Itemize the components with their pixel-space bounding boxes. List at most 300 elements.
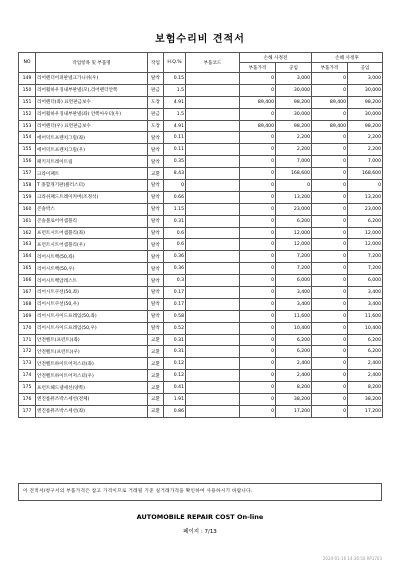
page-number: 페이지 : 7/13 [183, 529, 217, 535]
row-item: 에어덕트프렌치그릴(우) [36, 144, 148, 156]
row-hqs: 0.31 [164, 346, 186, 358]
row-no: 161 [19, 215, 36, 227]
header-after-labor: 공임 [348, 63, 383, 73]
table-row [19, 251, 383, 263]
row-before-part-price: 0 [240, 358, 276, 370]
header-hqs: H.Q.% [164, 53, 186, 73]
row-part-code [186, 382, 240, 394]
row-after-labor: 23,000 [348, 203, 383, 215]
row-no: 153 [19, 120, 36, 132]
document-title: 보험수리비 견적서 [155, 34, 245, 45]
row-no: 171 [19, 334, 36, 346]
row-after-part-price: 0 [312, 358, 348, 370]
header-before-labor: 공임 [276, 63, 312, 73]
row-hqs: 1.5 [164, 84, 186, 96]
row-hqs: 0.66 [164, 191, 186, 203]
row-hqs: 0.36 [164, 263, 186, 275]
row-before-labor: 98,200 [276, 96, 312, 108]
row-no: 154 [19, 132, 36, 144]
row-hqs: 0.6 [164, 239, 186, 251]
row-work: 탈착 [148, 263, 164, 275]
row-work: 탈착 [148, 215, 164, 227]
row-part-code [186, 120, 240, 132]
table-row [19, 144, 383, 156]
row-work: 탈착 [148, 156, 164, 168]
row-item: T 종합개기판(클러스터) [36, 180, 148, 192]
row-item: 안전벨트하이트어저스터(좌) [36, 358, 148, 370]
row-hqs: 4.91 [164, 96, 186, 108]
row-part-code [186, 405, 240, 417]
row-work: 탈착 [148, 322, 164, 334]
row-before-part-price: 89,400 [240, 96, 276, 108]
header-after-assessment: 손해 사정후 [312, 53, 383, 63]
row-after-part-price: 0 [312, 251, 348, 263]
row-before-labor: 6,000 [276, 275, 312, 287]
row-hqs: 0.11 [164, 144, 186, 156]
row-before-part-price: 0 [240, 156, 276, 168]
row-before-part-price: 0 [240, 405, 276, 417]
row-before-labor: 17,200 [276, 405, 312, 417]
table-row [19, 168, 383, 180]
row-after-labor: 38,200 [348, 394, 383, 406]
row-work: 교환 [148, 346, 164, 358]
row-before-part-price: 0 [240, 394, 276, 406]
row-part-code [186, 180, 240, 192]
row-part-code [186, 251, 240, 263]
row-work: 교환 [148, 334, 164, 346]
row-item: 안전벨트(프런트)(좌) [36, 334, 148, 346]
table-row [19, 215, 383, 227]
row-work: 교환 [148, 394, 164, 406]
row-after-part-price: 0 [312, 156, 348, 168]
row-part-code [186, 168, 240, 180]
row-before-part-price: 0 [240, 73, 276, 85]
row-after-labor: 3,400 [348, 287, 383, 299]
header-before-part-price: 부품가격 [240, 63, 276, 73]
row-part-code [186, 334, 240, 346]
table-row [19, 84, 383, 96]
row-work: 교환 [148, 370, 164, 382]
row-no: 155 [19, 144, 36, 156]
row-before-part-price: 0 [240, 180, 276, 192]
row-part-code [186, 263, 240, 275]
row-after-labor: 0 [348, 180, 383, 192]
row-item: 엔진룸퓨즈박스세선(좌) [36, 405, 148, 417]
row-after-labor: 3,400 [348, 298, 383, 310]
row-item: 패키지트레이트림 [36, 156, 148, 168]
row-after-part-price: 0 [312, 346, 348, 358]
table-row [19, 334, 383, 346]
row-work: 탈착 [148, 298, 164, 310]
row-hqs: 0.86 [164, 405, 186, 417]
row-before-part-price: 0 [240, 191, 276, 203]
row-after-labor: 7,200 [348, 251, 383, 263]
row-after-labor: 168,600 [348, 168, 383, 180]
row-after-part-price: 0 [312, 322, 348, 334]
row-after-part-price: 0 [312, 239, 348, 251]
row-work: 판금 [148, 108, 164, 120]
row-no: 151 [19, 96, 36, 108]
row-item: 크라쉬패드트레이커버(조정석) [36, 191, 148, 203]
row-before-labor: 2,400 [276, 358, 312, 370]
row-before-part-price: 0 [240, 84, 276, 96]
row-after-part-price: 0 [312, 168, 348, 180]
row-after-part-price: 0 [312, 287, 348, 299]
row-after-labor: 10,400 [348, 322, 383, 334]
row-work: 탈착 [148, 132, 164, 144]
table-row [19, 73, 383, 85]
row-item: 크라이패트 [36, 168, 148, 180]
row-hqs: 0.17 [164, 298, 186, 310]
row-hqs: 0.35 [164, 156, 186, 168]
row-part-code [186, 144, 240, 156]
header-after-part-price: 부품가격 [312, 63, 348, 73]
row-after-labor: 2,400 [348, 370, 383, 382]
row-no: 152 [19, 108, 36, 120]
row-no: 175 [19, 382, 36, 394]
table-row [19, 263, 383, 275]
row-item: 콘솔박스 [36, 203, 148, 215]
row-before-labor: 23,000 [276, 203, 312, 215]
footer-title: AUTOMOBILE REPAIR COST On-line [136, 513, 264, 521]
row-part-code [186, 298, 240, 310]
table-row [19, 394, 383, 406]
row-after-labor: 6,200 [348, 334, 383, 346]
table-row [19, 298, 383, 310]
row-hqs: 0.17 [164, 287, 186, 299]
row-hqs: 0.41 [164, 382, 186, 394]
row-after-part-price: 0 [312, 310, 348, 322]
row-after-part-price: 0 [312, 191, 348, 203]
row-no: 157 [19, 168, 36, 180]
row-item: 리어펜더(우) 표면판금보수 [36, 120, 148, 132]
row-work: 도장 [148, 120, 164, 132]
row-after-labor: 11,600 [348, 310, 383, 322]
table-row [19, 370, 383, 382]
row-hqs: 0.52 [164, 322, 186, 334]
row-after-part-price: 0 [312, 405, 348, 417]
row-hqs: 0.3 [164, 275, 186, 287]
row-after-labor: 12,000 [348, 239, 383, 251]
row-after-part-price: 0 [312, 215, 348, 227]
row-after-part-price: 0 [312, 132, 348, 144]
table-row [19, 287, 383, 299]
row-hqs: 0.31 [164, 334, 186, 346]
row-work: 탈착 [148, 73, 164, 85]
row-after-labor: 30,000 [348, 84, 383, 96]
table-row [19, 156, 383, 168]
table-row [19, 382, 383, 394]
table-row [19, 180, 383, 192]
row-no: 174 [19, 370, 36, 382]
row-item: 엔진룸퓨즈박스세선(전체) [36, 394, 148, 406]
table-row [19, 346, 383, 358]
row-no: 172 [19, 346, 36, 358]
row-before-labor: 7,200 [276, 263, 312, 275]
row-after-part-price: 0 [312, 263, 348, 275]
table-row [19, 203, 383, 215]
row-before-part-price: 0 [240, 322, 276, 334]
row-hqs: 1.91 [164, 394, 186, 406]
row-after-labor: 8,200 [348, 382, 383, 394]
row-part-code [186, 310, 240, 322]
row-before-part-price: 0 [240, 215, 276, 227]
row-before-part-price: 0 [240, 168, 276, 180]
row-after-part-price: 0 [312, 203, 348, 215]
row-before-labor: 6,200 [276, 334, 312, 346]
row-after-labor: 12,000 [348, 227, 383, 239]
row-no: 150 [19, 84, 36, 96]
row-no: 170 [19, 322, 36, 334]
row-after-labor: 17,200 [348, 405, 383, 417]
row-no: 169 [19, 310, 36, 322]
row-no: 162 [19, 227, 36, 239]
row-hqs: 0.12 [164, 358, 186, 370]
estimate-table [18, 52, 383, 418]
row-after-part-price: 0 [312, 370, 348, 382]
row-before-part-price: 0 [240, 370, 276, 382]
row-part-code [186, 346, 240, 358]
row-before-part-price: 0 [240, 132, 276, 144]
row-item: 리어시트사이드프레임(50,우) [36, 322, 148, 334]
table-row [19, 322, 383, 334]
row-after-labor: 6,200 [348, 346, 383, 358]
row-work: 탈착 [148, 275, 164, 287]
row-part-code [186, 275, 240, 287]
row-before-part-price: 0 [240, 263, 276, 275]
row-after-labor: 3,000 [348, 73, 383, 85]
row-no: 176 [19, 394, 36, 406]
row-after-labor: 7,200 [348, 263, 383, 275]
row-after-labor: 2,400 [348, 358, 383, 370]
row-hqs: 0.15 [164, 73, 186, 85]
header-part-code: 부품코드 [186, 53, 240, 73]
row-before-part-price: 89,400 [240, 120, 276, 132]
row-before-labor: 3,400 [276, 287, 312, 299]
row-part-code [186, 215, 240, 227]
row-item: 리어시트백(50,좌) [36, 251, 148, 263]
row-after-labor: 13,200 [348, 191, 383, 203]
row-before-labor: 0 [276, 180, 312, 192]
row-no: 158 [19, 180, 36, 192]
row-no: 149 [19, 73, 36, 85]
row-part-code [186, 73, 240, 85]
row-item: 리어시트사이드프레임(50,좌) [36, 310, 148, 322]
row-before-labor: 30,000 [276, 84, 312, 96]
row-before-labor: 3,400 [276, 298, 312, 310]
row-before-part-price: 0 [240, 144, 276, 156]
row-work: 판금 [148, 84, 164, 96]
row-before-labor: 2,400 [276, 370, 312, 382]
row-before-labor: 10,400 [276, 322, 312, 334]
table-row [19, 405, 383, 417]
row-part-code [186, 156, 240, 168]
row-after-part-price: 0 [312, 334, 348, 346]
row-part-code [186, 370, 240, 382]
row-item: 리어시트쿠션(50,우) [36, 298, 148, 310]
row-work: 탈착 [148, 144, 164, 156]
row-no: 177 [19, 405, 36, 417]
row-no: 165 [19, 263, 36, 275]
table-row [19, 239, 383, 251]
row-hqs: 8.43 [164, 168, 186, 180]
row-work: 탈착 [148, 251, 164, 263]
row-no: 163 [19, 239, 36, 251]
row-work: 교환 [148, 405, 164, 417]
row-before-labor: 30,000 [276, 108, 312, 120]
row-no: 159 [19, 191, 36, 203]
row-before-part-price: 0 [240, 346, 276, 358]
row-item: 리어시트백암레스트 [36, 275, 148, 287]
row-item: 에어덕트프렌치그릴(좌) [36, 132, 148, 144]
row-part-code [186, 227, 240, 239]
row-before-labor: 98,200 [276, 120, 312, 132]
row-item: 안전벨트(프런트)(우) [36, 346, 148, 358]
row-work: 도장 [148, 96, 164, 108]
row-work: 교환 [148, 358, 164, 370]
row-part-code [186, 358, 240, 370]
row-no: 168 [19, 298, 36, 310]
estimate-rows [19, 73, 383, 418]
row-after-labor: 6,200 [348, 215, 383, 227]
row-before-labor: 2,200 [276, 132, 312, 144]
row-before-part-price: 0 [240, 382, 276, 394]
row-after-part-price: 0 [312, 227, 348, 239]
row-part-code [186, 287, 240, 299]
row-work: 탈착 [148, 310, 164, 322]
row-before-labor: 2,200 [276, 144, 312, 156]
row-after-part-price: 0 [312, 73, 348, 85]
row-before-labor: 168,600 [276, 168, 312, 180]
row-after-part-price: 89,400 [312, 120, 348, 132]
row-work: 교환 [148, 168, 164, 180]
row-after-labor: 7,000 [348, 156, 383, 168]
row-part-code [186, 96, 240, 108]
row-before-part-price: 0 [240, 227, 276, 239]
row-before-labor: 3,000 [276, 73, 312, 85]
row-no: 173 [19, 358, 36, 370]
row-before-part-price: 0 [240, 203, 276, 215]
row-no: 167 [19, 287, 36, 299]
row-item: 리어펜더어퍼판넬크가니쉬(우) [36, 73, 148, 85]
row-after-part-price: 0 [312, 108, 348, 120]
row-hqs: 0.31 [164, 215, 186, 227]
table-row [19, 227, 383, 239]
row-hqs: 1.15 [164, 203, 186, 215]
row-part-code [186, 191, 240, 203]
row-before-labor: 12,000 [276, 239, 312, 251]
row-item: 리어휠하우징내부판넬(좌) 안쪽아우터(우) [36, 108, 148, 120]
row-before-labor: 38,200 [276, 394, 312, 406]
header-item: 작업항목 및 부품명 [36, 53, 148, 73]
row-after-part-price: 0 [312, 298, 348, 310]
row-part-code [186, 239, 240, 251]
table-row [19, 310, 383, 322]
header-before-assessment: 손해 사정전 [240, 53, 312, 63]
table-row [19, 275, 383, 287]
row-work: 탈착 [148, 239, 164, 251]
row-hqs: 0 [164, 180, 186, 192]
row-item: 프런트헤드낼세선(양쪽) [36, 382, 148, 394]
row-before-labor: 8,200 [276, 382, 312, 394]
row-after-labor: 2,200 [348, 144, 383, 156]
row-after-part-price: 0 [312, 180, 348, 192]
row-after-part-price: 0 [312, 84, 348, 96]
row-part-code [186, 132, 240, 144]
row-hqs: 0.58 [164, 310, 186, 322]
row-after-part-price: 89,400 [312, 96, 348, 108]
row-after-labor: 2,200 [348, 132, 383, 144]
row-part-code [186, 322, 240, 334]
table-row [19, 132, 383, 144]
row-no: 156 [19, 156, 36, 168]
row-after-labor: 98,200 [348, 120, 383, 132]
row-part-code [186, 108, 240, 120]
row-item: 리어시트쿠션(50,좌) [36, 287, 148, 299]
row-before-labor: 13,200 [276, 191, 312, 203]
row-part-code [186, 84, 240, 96]
row-before-part-price: 0 [240, 310, 276, 322]
row-before-part-price: 0 [240, 287, 276, 299]
row-before-labor: 6,200 [276, 215, 312, 227]
row-before-labor: 12,000 [276, 227, 312, 239]
row-no: 164 [19, 251, 36, 263]
row-item: 프런트시트어셈블리(우) [36, 239, 148, 251]
row-item: 리어시트백(50,우) [36, 263, 148, 275]
row-before-labor: 11,600 [276, 310, 312, 322]
row-hqs: 0.11 [164, 132, 186, 144]
row-before-part-price: 0 [240, 239, 276, 251]
row-work: 탈착 [148, 191, 164, 203]
row-item: 리어펜더(좌) 표면판금보수 [36, 96, 148, 108]
row-before-part-price: 0 [240, 334, 276, 346]
row-work: 교환 [148, 382, 164, 394]
row-part-code [186, 203, 240, 215]
row-work: 탈착 [148, 287, 164, 299]
row-after-labor: 98,200 [348, 96, 383, 108]
row-after-part-price: 0 [312, 394, 348, 406]
row-work: 탈착 [148, 227, 164, 239]
row-before-part-price: 0 [240, 108, 276, 120]
table-row [19, 191, 383, 203]
row-no: 160 [19, 203, 36, 215]
table-row [19, 96, 383, 108]
row-before-labor: 6,200 [276, 346, 312, 358]
row-item: 리어휠하우징내부판넬(모),리어펜더안쪽 [36, 84, 148, 96]
row-no: 166 [19, 275, 36, 287]
row-hqs: 1.5 [164, 108, 186, 120]
row-hqs: 4.91 [164, 120, 186, 132]
table-row [19, 358, 383, 370]
row-after-labor: 6,000 [348, 275, 383, 287]
row-hqs: 0.6 [164, 227, 186, 239]
print-stamp: 2024-01-16 14:36:50 RP1703 [322, 556, 382, 561]
row-after-part-price: 0 [312, 382, 348, 394]
row-item: 프런트시트어셈블리(좌) [36, 227, 148, 239]
row-hqs: 0.12 [164, 370, 186, 382]
row-hqs: 0.36 [164, 251, 186, 263]
row-after-part-price: 0 [312, 275, 348, 287]
row-before-part-price: 0 [240, 251, 276, 263]
row-part-code [186, 394, 240, 406]
row-item: 안전벨트하이트어저스터(우) [36, 370, 148, 382]
row-work: 탈착 [148, 180, 164, 192]
notice-box: 이 견적서/청구서의 부품가격은 참고 가격이므로 거래될 기준 실거래가격을 확인하여 사용하시기 바랍니다. [18, 483, 382, 501]
row-work: 탈착 [148, 203, 164, 215]
row-before-labor: 7,200 [276, 251, 312, 263]
row-after-part-price: 0 [312, 144, 348, 156]
header-no: NO [19, 53, 36, 73]
